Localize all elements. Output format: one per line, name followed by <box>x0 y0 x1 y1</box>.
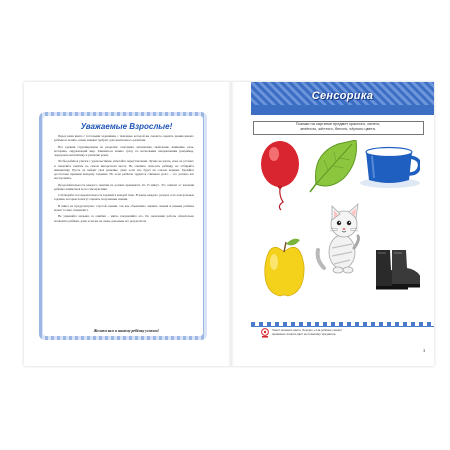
skill-assessment-text <box>272 329 422 337</box>
letter-paragraph: В книге не предусмотрено строгой оценки, так как объективно оценить знания и навыки ребёнка может только специалист. <box>54 203 194 212</box>
letter-paragraph: Перед вами книга с тестовыми заданиями, с помощью которой вы сможете оценить знания вашего ребёнка и понять, какие навыки требуют дополнительного развития. <box>54 134 194 143</box>
letter-paragraph: Продолжительность каждого занятия не должна превышать 10–15 минут. Это зависит от желания ребёнка заниматься и его самочувствия. <box>54 182 194 191</box>
right-page <box>234 82 434 366</box>
blue-cup-icon[interactable] <box>360 148 420 189</box>
letter-paragraph: Чтобы ребёнок учился с удовольствием, избегайте переутомления. Лучше не ждать, пока он устанет, и закончить занятие на самом интересном месте. Не спешите помогать ребёнку, не отбирайте инициативу. Пусть он найдёт своё решение, даже если оно будет не совсем верным. Уделяйте достаточно времени каждому заданию. Но если ребёнок трудится слишком долго – это должно вас насторожить. <box>54 159 194 181</box>
picture-grid <box>260 140 420 320</box>
red-balloon-icon[interactable] <box>261 141 299 210</box>
black-boots-icon[interactable] <box>376 250 420 290</box>
assessment-badge-icon <box>261 328 269 338</box>
white-kitten-icon[interactable] <box>318 204 359 273</box>
task-instruction <box>259 122 417 131</box>
adults-letter-body <box>54 134 194 225</box>
banner-band <box>251 105 434 115</box>
left-page <box>24 82 229 366</box>
letter-paragraph: Все задания сгруппированы по разделам: сенсорика, математика, мышление, внимание, речь, моторика, окружающий мир. Заниматься можно сразу по нескольким направлениям (например, чередовать математику и развитие речи). <box>54 144 194 157</box>
assessment-line: правильно назвать цвет на бо́льшему предметов. <box>272 331 337 336</box>
book-spread <box>24 82 434 366</box>
assessment-line: Умеет называть цвета. Хорошо, если ребёнок сможет <box>272 328 343 332</box>
yellow-apple-icon[interactable] <box>265 239 304 296</box>
section-title: Сенсорика <box>311 90 374 102</box>
adults-heading: Уважаемые Взрослые! <box>80 122 173 131</box>
task-line: Покажи на картинке предмет красного, синего, <box>295 121 381 126</box>
letter-paragraph: Соблюдайте последовательность заданий в каждой теме. В конце каждого раздела есть контрольные задания, которые помогут оценить полученные знания. <box>54 193 194 202</box>
page-number: 3 <box>423 348 426 353</box>
green-leaf-icon[interactable] <box>310 140 357 192</box>
task-line: зелёного, жёлтого, белого, чёрного цвета. <box>300 125 376 131</box>
letter-paragraph: Не упрекайте малыша за ошибки – мягко поправляйте его. По окончании работы обязательно похвалите ребёнка, даже если вы не очень довольны его результатом. <box>54 214 194 223</box>
closing-wish: Желаем вам и вашему ребёнку успехов! <box>93 329 160 333</box>
